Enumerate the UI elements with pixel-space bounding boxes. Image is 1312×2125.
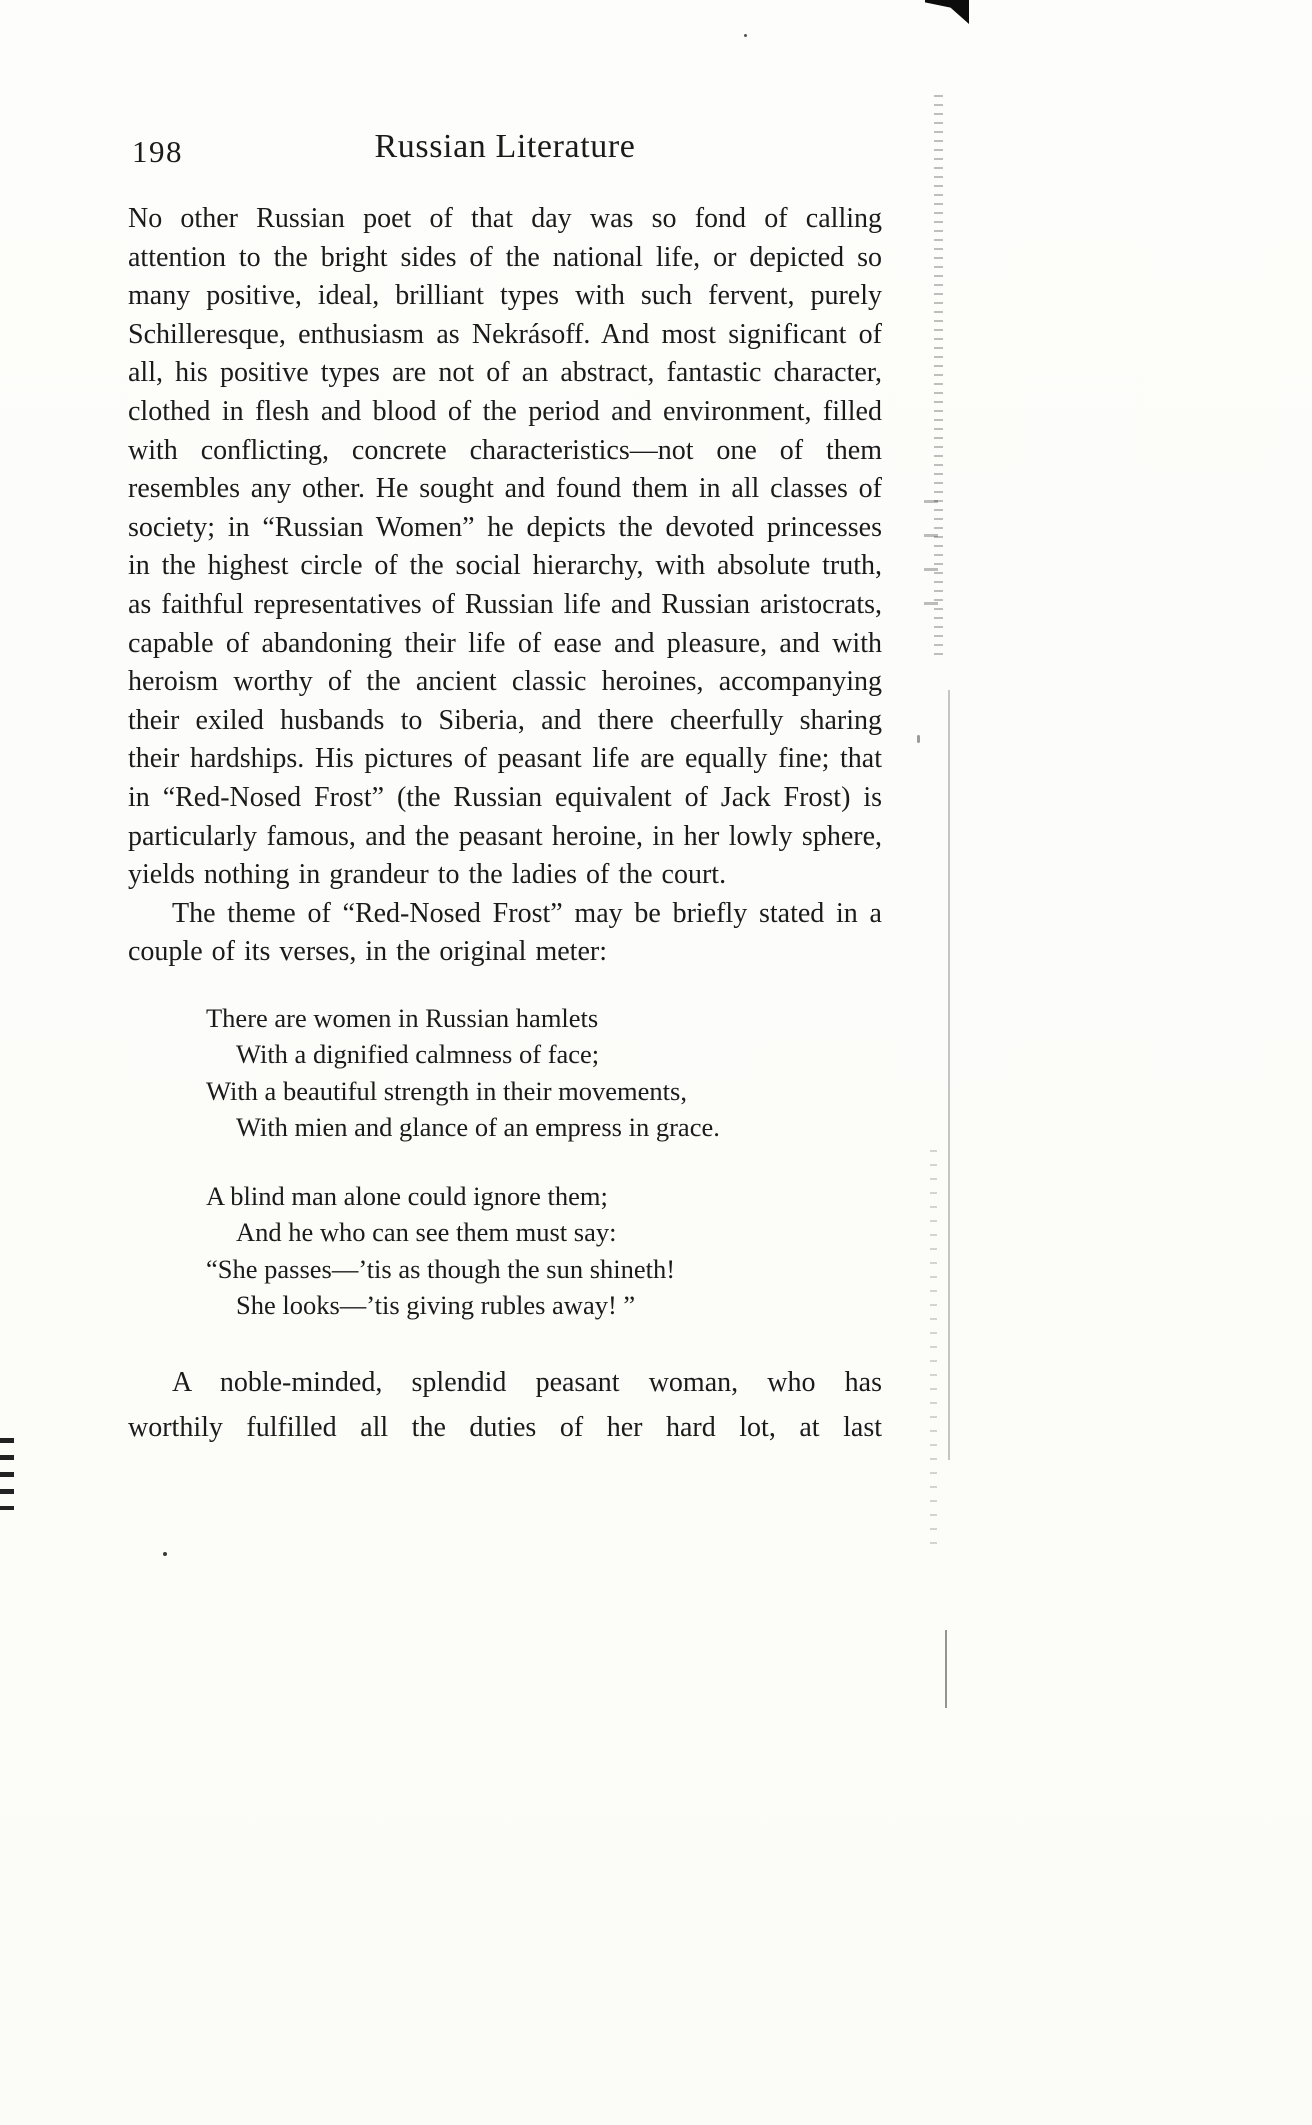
verse-line: With a dignified calmness of face; [236,1039,600,1070]
paragraph-3: A noble-minded, splendid peasant woman, who has worthily fulfilled all the duties of her hard lot, at last [128,1366,882,1443]
scan-artifact-speck [917,735,920,743]
verse-line: With mien and glance of an empress in grace. [236,1112,720,1143]
scan-artifact-speck [163,1552,167,1556]
scan-artifact-edge-line [945,1630,947,1708]
scan-artifact-margin-noise [930,1150,937,1550]
verse-stanza-2 [206,1178,882,1324]
scan-artifact-speck [744,34,747,37]
paragraph-1: No other Russian poet of that day was so fond of calling attention to the bright sides of the national life, or depicted so many positive, ideal, brilliant types with such fervent, purely Schilleresque, enthusiasm as Nekrásoff. And most significant of all, his positive types are not of an abstract, fantastic character, clothed in flesh and blood of the period and environment, filled with conflicting, concrete characteristics—not one of them resembles any other. He sought and found them in all classes of society; in “Russian Women” he depicts the devoted princesses in the highest circle of the social hierarchy, with absolute truth, as faithful representatives of Russian life and Russian aristocrats, capable of abandoning their life of ease and pleasure, and with heroism worthy of the ancient classic heroines, accompanying their exiled husbands to Siberia, and there cheerfully sharing their hardships. His pictures of peasant life are equally fine; that in “Red-Nosed Frost” (the Russian equivalent of Jack Frost) is particularly famous, and the peasant heroine, in her lowly sphere, yields nothing in grandeur to the ladies of the court. [128,203,882,891]
verse-line: There are women in Russian hamlets [206,1002,599,1033]
scan-artifact-margin-dashes [924,500,938,630]
verse-stanza-1 [206,1000,882,1146]
page-number: 198 [132,134,183,169]
paragraph-2: The theme of “Red-Nosed Frost” may be briefly stated in a couple of its verses, in the original meter: [128,897,882,968]
page-header [128,126,882,186]
verse-line: With a beautiful strength in their movements, [206,1075,687,1106]
text-block [128,126,882,1450]
verse-line: “She passes—’tis as though the sun shineth! [206,1253,676,1284]
verse-line: A blind man alone could ignore them; [206,1180,608,1211]
running-head-title: Russian Literature [374,128,636,165]
verse-line: She looks—’tis giving rubles away! ” [236,1290,636,1321]
verse-line: And he who can see them must say: [236,1217,617,1248]
scan-artifact-edge-line [948,690,950,1460]
scan-artifact-corner-marks [0,1438,14,1510]
scan-artifact-corner-flag [925,0,969,24]
